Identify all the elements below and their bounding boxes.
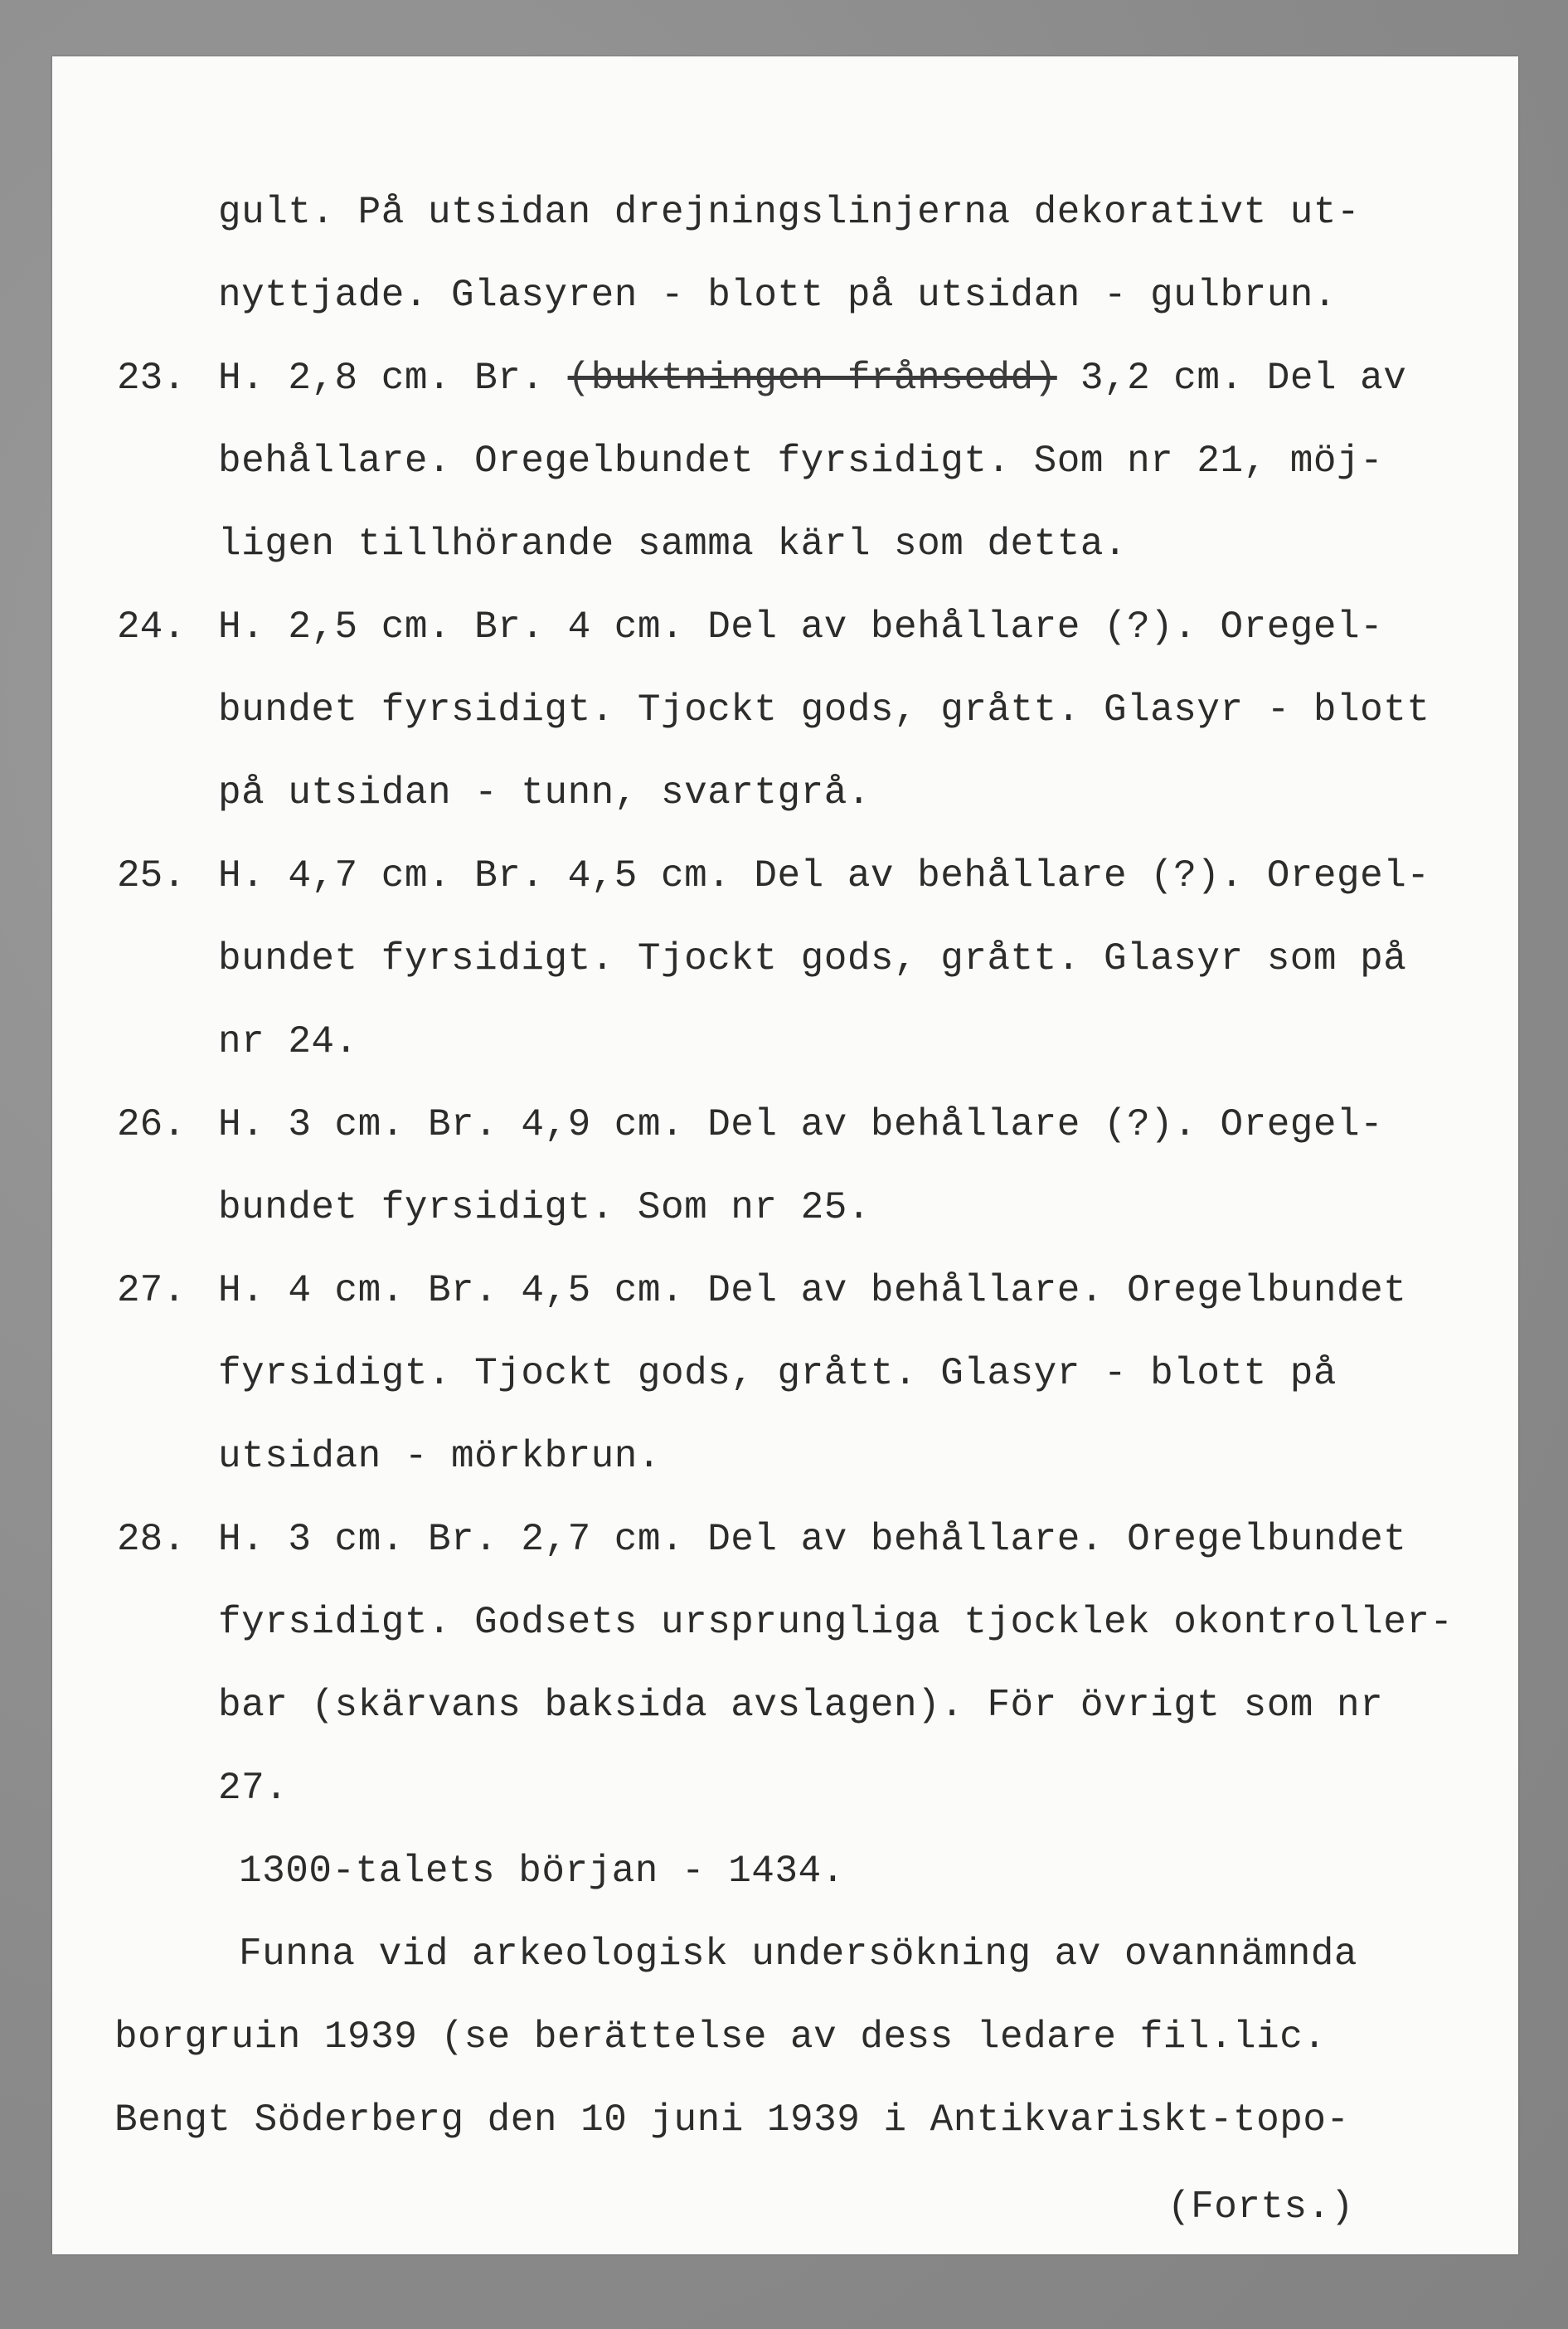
entry-28-line-1: H. 3 cm. Br. 2,7 cm. Del av behållare. Oregelbundet xyxy=(218,1518,1407,1561)
catalog-card xyxy=(52,56,1518,2254)
entry-number-28: 28. xyxy=(117,1518,186,1561)
entry-28-line-4: 27. xyxy=(218,1767,289,1810)
continued-note: (Forts.) xyxy=(1168,2186,1354,2229)
entry-number-23: 23. xyxy=(117,357,186,400)
entry-24-line-1: H. 2,5 cm. Br. 4 cm. Del av behållare (?). Oregel- xyxy=(218,605,1384,649)
entry-23-text-after: 3,2 cm. Del av xyxy=(1056,357,1407,400)
entry-28-line-2: fyrsidigt. Godsets ursprungliga tjocklek okontroller- xyxy=(218,1601,1454,1644)
entry-27-line-3: utsidan - mörkbrun. xyxy=(218,1435,661,1478)
entry-23-line-1 xyxy=(218,355,1406,401)
find-paragraph-line-2: borgruin 1939 (se berättelse av dess ledare fil.lic. xyxy=(114,2015,1327,2059)
entry-number-27: 27. xyxy=(117,1269,186,1312)
find-paragraph-line-3: Bengt Söderberg den 10 juni 1939 i Antikvariskt-topo- xyxy=(114,2098,1350,2142)
entry-26-line-2: bundet fyrsidigt. Som nr 25. xyxy=(218,1186,871,1229)
entry-number-24: 24. xyxy=(117,605,186,649)
text-line-2: nyttjade. Glasyren - blott på utsidan - gulbrun. xyxy=(218,274,1337,317)
entry-28-line-3: bar (skärvans baksida avslagen). För övrigt som nr xyxy=(218,1684,1384,1727)
dating-line: 1300-talets början - 1434. xyxy=(239,1850,845,1893)
entry-25-line-1: H. 4,7 cm. Br. 4,5 cm. Del av behållare (?). Oregel- xyxy=(218,854,1430,897)
entry-number-26: 26. xyxy=(117,1103,186,1146)
entry-25-line-2: bundet fyrsidigt. Tjockt gods, grått. Glasyr som på xyxy=(218,937,1407,980)
entry-23-line-2: behållare. Oregelbundet fyrsidigt. Som nr 21, möj- xyxy=(218,440,1384,483)
entry-25-line-3: nr 24. xyxy=(218,1020,358,1063)
find-paragraph-line-1: Funna vid arkeologisk undersökning av ovannämnda xyxy=(239,1933,1358,1976)
entry-23-text-before: H. 2,8 cm. Br. xyxy=(218,357,568,400)
entry-number-25: 25. xyxy=(117,854,186,897)
entry-27-line-1: H. 4 cm. Br. 4,5 cm. Del av behållare. Oregelbundet xyxy=(218,1269,1407,1312)
entry-26-line-1: H. 3 cm. Br. 4,9 cm. Del av behållare (?). Oregel- xyxy=(218,1103,1384,1146)
text-line-1: gult. På utsidan drejningslinjerna dekorativt ut- xyxy=(218,191,1361,234)
entry-27-line-2: fyrsidigt. Tjockt gods, grått. Glasyr - blott på xyxy=(218,1352,1337,1395)
entry-24-line-2: bundet fyrsidigt. Tjockt gods, grått. Glasyr - blott xyxy=(218,688,1430,732)
struck-out-text: (buktningen frånsedd) xyxy=(567,357,1057,400)
entry-23-line-3: ligen tillhörande samma kärl som detta. xyxy=(218,523,1128,566)
entry-24-line-3: på utsidan - tunn, svartgrå. xyxy=(218,771,871,814)
